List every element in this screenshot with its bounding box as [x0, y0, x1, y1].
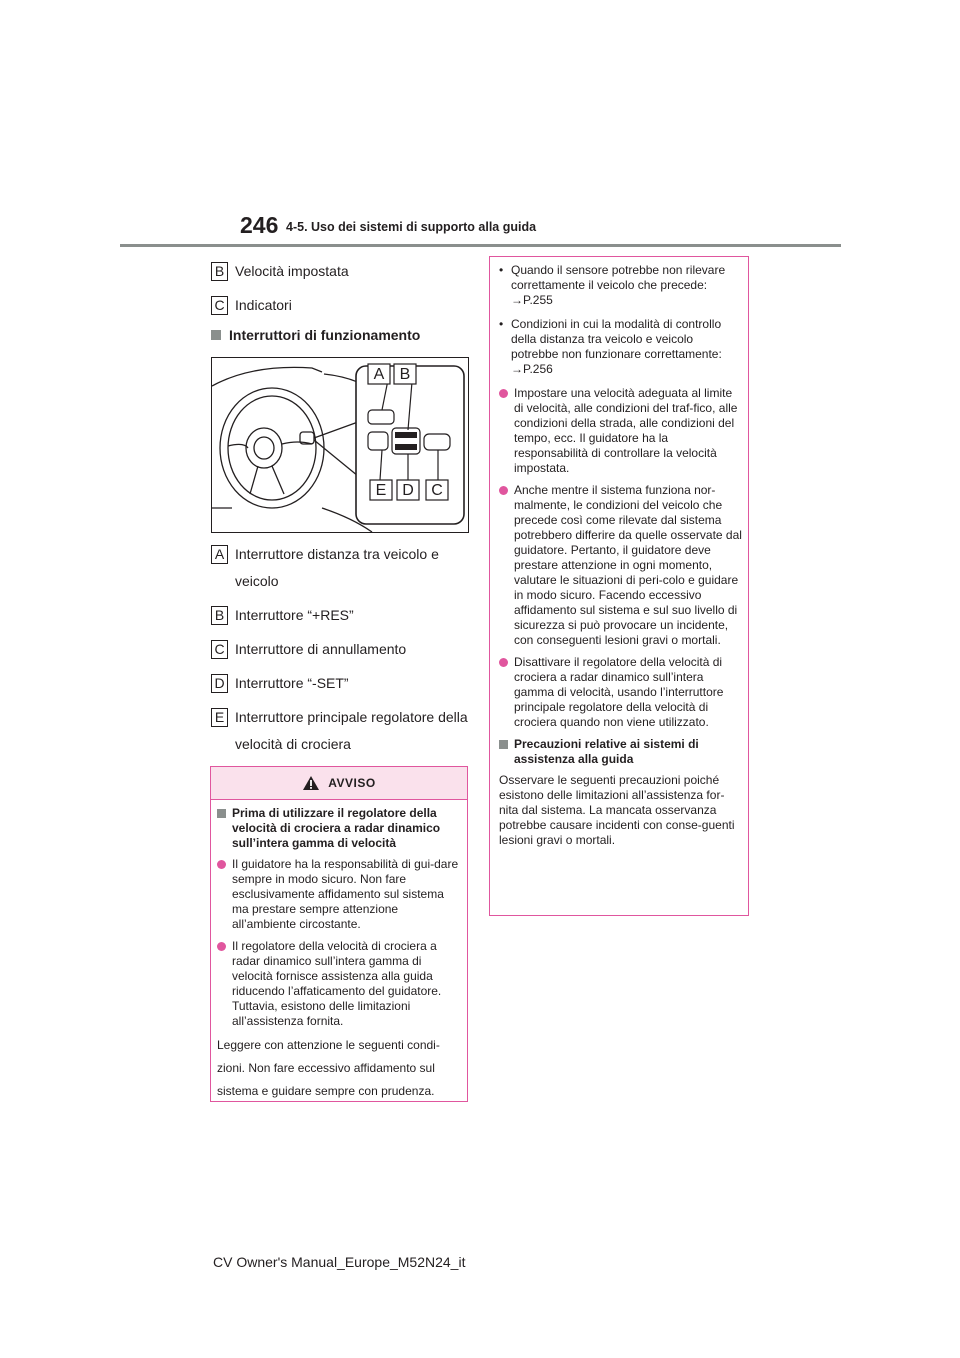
definition-text: Interruttore “-SET”	[235, 675, 349, 691]
callout-letter: C	[211, 296, 228, 315]
warning-heading-text: Prima di utilizzare il regolatore della velocità di crociera a radar dinamico sull’intera gamma di velocità	[232, 806, 441, 850]
definition-text: Indicatori	[235, 297, 292, 313]
warning-box	[210, 766, 468, 1102]
warning-heading	[217, 806, 461, 851]
warning-continued-box	[489, 256, 749, 916]
callout-d: D	[402, 482, 414, 499]
callout-c: C	[431, 482, 443, 499]
subheading	[211, 327, 471, 343]
definition-item	[211, 541, 471, 595]
definition-item	[211, 292, 471, 319]
callout-letter: C	[211, 640, 228, 659]
page-number: 246	[240, 212, 279, 238]
subheading-text: Interruttori di funzionamento	[229, 327, 421, 343]
page-reference: →P.255	[511, 293, 553, 307]
footer-manual-name: CV Owner's Manual_Europe_M52N24_it	[213, 1254, 466, 1270]
warning-bullet	[499, 655, 742, 730]
definition-item	[211, 704, 471, 758]
warning-bullet	[499, 386, 742, 476]
square-bullet-icon	[499, 740, 508, 749]
square-bullet-icon	[217, 809, 226, 818]
warning-bullet	[499, 483, 742, 648]
circle-bullet-icon	[499, 658, 508, 667]
warning-bullet-text: Il guidatore ha la responsabilità di gui-dare sempre in modo sicuro. Non fare esclusivamente affidamento sul sistema ma prestare sempre attenzione all’ambiente circostante.	[232, 857, 459, 931]
circle-bullet-icon	[217, 860, 226, 869]
definition-text: Interruttore di annullamento	[235, 641, 407, 657]
definition-item	[211, 670, 471, 697]
dot-list-item	[499, 317, 742, 377]
square-bullet-icon	[211, 330, 221, 340]
definition-item	[211, 602, 471, 629]
warning-header	[211, 767, 467, 800]
warning-bullet-text: Impostare una velocità adeguata al limite di velocità, alle condizioni del traf-fico, alle condizioni della strada, alle condizioni del tempo, ecc. Il guidatore ha la responsabilità di controllare la velocità impostata.	[514, 386, 738, 475]
header-rule	[120, 244, 841, 247]
circle-bullet-icon	[499, 389, 508, 398]
dot-list-item	[499, 263, 742, 308]
page-reference: →P.256	[511, 362, 553, 376]
warning-bullet	[217, 857, 461, 932]
definition-item	[211, 636, 471, 663]
warning-closing: Leggere con attenzione le seguenti condi-zioni. Non fare eccessivo affidamento sul sistema e guidare sempre con prudenza.	[217, 1038, 440, 1098]
section-title: 4-5. Uso dei sistemi di supporto alla guida	[286, 220, 537, 234]
precautions-heading-text: Precauzioni relative ai sistemi di assistenza alla guida	[514, 737, 699, 766]
callout-letter: E	[211, 708, 228, 727]
warning-bullet-text: Disattivare il regolatore della velocità di crociera a radar dinamico sull’intera gamma di velocità, usando l’interruttore principale regolatore della velocità di crociera quando non viene utilizzato.	[514, 655, 724, 729]
steering-wheel-illustration	[211, 357, 469, 533]
callout-a: A	[373, 366, 385, 383]
dot-bullet-icon: •	[499, 263, 504, 277]
warning-title: AVVISO	[328, 776, 376, 790]
warning-bullet-text: Anche mentre il sistema funziona nor-malmente, le condizioni del veicolo che precede così come rilevate dal sistema potrebbero differire da quelle osservate dal guidatore. Pertanto, il guidatore deve prestare attenzione in ogni momento, valutare le situazioni di peri-colo e guidare in modo sicuro. Facendo eccessivo affidamento sul sistema e sul suo livello di sicurezza si può provocare un incidente, con conseguenti lesioni gravi o mortali.	[514, 483, 742, 647]
callout-e: E	[375, 482, 387, 499]
callout-letter: D	[211, 674, 228, 693]
definition-text: Interruttore principale regolatore della velocità di crociera	[235, 709, 468, 752]
definition-text: Interruttore “+RES”	[235, 607, 354, 623]
left-column	[211, 258, 471, 765]
callout-b: B	[399, 366, 411, 383]
callout-letter: A	[211, 545, 228, 564]
definition-item	[211, 258, 471, 285]
callout-letter: B	[211, 606, 228, 625]
dot-item-text: Quando il sensore potrebbe non rilevare correttamente il veicolo che precede:	[511, 263, 726, 292]
warning-bullet-text: Il regolatore della velocità di crociera a radar dinamico sull’intera gamma di velocità fornisce assistenza alla guida riducendo l’affaticamento del guidatore. Tuttavia, esistono delle limitazioni all’assistenza fornita.	[232, 939, 442, 1028]
circle-bullet-icon	[499, 486, 508, 495]
precautions-heading	[499, 737, 742, 767]
warning-triangle-icon	[302, 775, 320, 791]
dot-item-text: Condizioni in cui la modalità di controllo della distanza tra veicolo e veicolo potrebbe non funzionare correttamente:	[511, 317, 722, 361]
dot-bullet-icon: •	[499, 317, 504, 331]
definition-text: Velocità impostata	[235, 263, 349, 279]
callout-letter: B	[211, 262, 228, 281]
circle-bullet-icon	[217, 942, 226, 951]
precautions-paragraph: Osservare le seguenti precauzioni poiché esistono delle limitazioni all’assistenza for-nita dal sistema. La mancata osservanza potrebbe causare incidenti con conse-guenti lesioni gravi o mortali.	[499, 773, 735, 847]
steering-wheel-drawing	[212, 358, 468, 532]
definition-text: Interruttore distanza tra veicolo e veicolo	[235, 546, 439, 589]
warning-bullet	[217, 939, 461, 1029]
